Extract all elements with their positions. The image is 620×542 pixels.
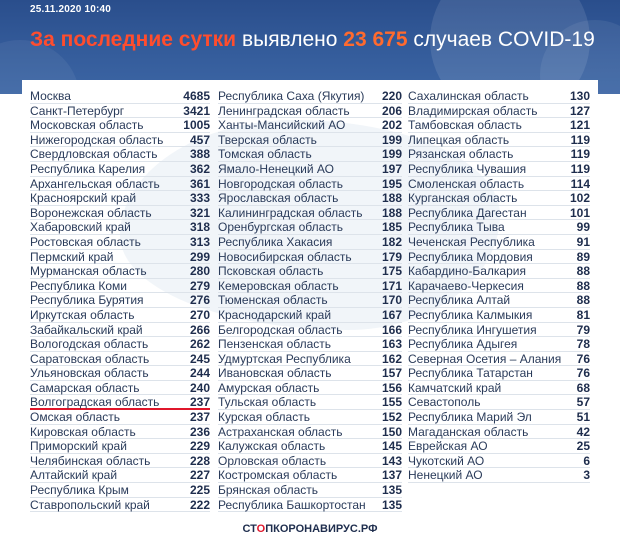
region-cases: 229 — [189, 439, 210, 454]
region-cases: 51 — [576, 410, 590, 425]
region-name: Республика Мордовия — [408, 249, 533, 264]
region-cases: 170 — [381, 293, 402, 308]
region-name: Москва — [30, 89, 71, 103]
region-name: Свердловская область — [30, 147, 158, 162]
region-name: Республика Татарстан — [408, 366, 533, 381]
region-cases: 81 — [576, 307, 590, 322]
region-row — [408, 89, 590, 104]
region-name: Краснодарский край — [218, 307, 332, 322]
region-row — [218, 104, 402, 119]
region-name: Воронежская область — [30, 205, 152, 220]
region-name: Республика Коми — [30, 278, 127, 293]
headline-number: 23 675 — [343, 28, 408, 51]
region-cases: 362 — [189, 161, 210, 176]
region-name: Ленинградская область — [218, 103, 350, 118]
region-name: Ханты-Мансийский АО — [218, 118, 346, 133]
region-row — [30, 118, 210, 133]
region-cases: 188 — [381, 191, 402, 206]
region-name: Вологодская область — [30, 337, 149, 352]
region-row — [30, 250, 210, 265]
region-cases: 3 — [583, 468, 590, 483]
region-row — [408, 118, 590, 133]
region-name: Севастополь — [408, 395, 481, 410]
region-row — [218, 498, 402, 513]
region-name: Чеченская Республика — [408, 234, 535, 249]
region-name: Республика Адыгея — [408, 337, 518, 352]
region-name: Камчатский край — [408, 380, 502, 395]
region-cases: 79 — [576, 322, 590, 337]
region-name: Забайкальский край — [30, 322, 143, 337]
region-row — [30, 293, 210, 308]
region-row — [30, 425, 210, 440]
region-name: Хабаровский край — [30, 220, 131, 235]
region-name: Курская область — [218, 410, 310, 425]
region-row — [30, 147, 210, 162]
region-cases: 91 — [576, 234, 590, 249]
region-row — [218, 308, 402, 323]
region-row — [30, 410, 210, 425]
region-row — [218, 483, 402, 498]
region-column-3 — [408, 89, 590, 483]
region-cases: 171 — [381, 278, 402, 293]
region-row — [408, 191, 590, 206]
region-cases: 119 — [570, 132, 590, 147]
region-row — [30, 439, 210, 454]
region-cases: 119 — [570, 161, 590, 176]
region-cases: 244 — [189, 366, 210, 381]
region-name: Кемеровская область — [218, 278, 339, 293]
region-cases: 88 — [576, 293, 590, 308]
region-row — [30, 366, 210, 381]
region-row — [30, 395, 210, 410]
region-name: Ивановская область — [218, 366, 332, 381]
region-row — [218, 381, 402, 396]
region-row — [408, 395, 590, 410]
region-row — [408, 104, 590, 119]
region-cases: 135 — [381, 483, 402, 498]
region-cases: 245 — [189, 351, 210, 366]
region-cases: 388 — [189, 147, 210, 162]
region-name: Оренбургская область — [218, 220, 344, 235]
region-cases: 101 — [569, 205, 590, 220]
region-cases: 163 — [381, 337, 402, 352]
region-name: Кабардино-Балкария — [408, 264, 526, 279]
region-name: Калужская область — [218, 439, 326, 454]
region-name: Омская область — [30, 410, 121, 425]
region-name: Смоленская область — [408, 176, 525, 191]
region-name: Удмуртская Республика — [218, 351, 351, 366]
region-name: Республика Карелия — [30, 161, 146, 176]
region-cases: 88 — [576, 278, 590, 293]
region-row — [218, 323, 402, 338]
region-row — [408, 293, 590, 308]
region-name: Республика Крым — [30, 483, 129, 498]
region-row — [218, 250, 402, 265]
region-row — [408, 206, 590, 221]
region-row — [218, 89, 402, 104]
region-cases: 76 — [576, 351, 590, 366]
region-cases: 150 — [381, 424, 402, 439]
region-cases: 166 — [381, 322, 402, 337]
region-name: Архангельская область — [30, 176, 160, 191]
region-cases: 222 — [189, 497, 210, 512]
region-cases: 313 — [189, 234, 210, 249]
region-name: Томская область — [218, 147, 312, 162]
region-row — [218, 410, 402, 425]
region-row — [30, 191, 210, 206]
region-name: Республика Бурятия — [30, 293, 144, 308]
region-cases: 130 — [569, 89, 590, 103]
region-row — [408, 220, 590, 235]
region-cases: 195 — [381, 176, 402, 191]
region-row — [408, 235, 590, 250]
region-row — [218, 220, 402, 235]
headline-mid: выявлено — [241, 28, 338, 51]
region-name: Тюменская область — [218, 293, 328, 308]
region-row — [218, 147, 402, 162]
region-cases: 157 — [381, 366, 402, 381]
region-row — [408, 352, 590, 367]
region-row — [218, 425, 402, 440]
region-row — [408, 250, 590, 265]
region-cases: 102 — [569, 191, 590, 206]
region-cases: 137 — [381, 468, 402, 483]
region-row — [408, 366, 590, 381]
region-row — [408, 133, 590, 148]
region-row — [408, 162, 590, 177]
region-row — [408, 454, 590, 469]
region-cases: 162 — [381, 351, 402, 366]
region-cases: 152 — [381, 410, 402, 425]
region-name: Иркутская область — [30, 307, 135, 322]
region-row — [30, 264, 210, 279]
region-row — [30, 498, 210, 513]
region-name: Мурманская область — [30, 264, 147, 279]
region-cases: 156 — [381, 380, 402, 395]
region-row — [30, 352, 210, 367]
region-row — [408, 439, 590, 454]
region-name: Ямало-Ненецкий АО — [218, 161, 334, 176]
region-cases: 266 — [189, 322, 210, 337]
region-row — [218, 352, 402, 367]
region-name: Санкт-Петербург — [30, 103, 125, 118]
region-name: Северная Осетия – Алания — [408, 351, 562, 366]
region-row — [30, 381, 210, 396]
region-row — [30, 206, 210, 221]
region-row — [408, 381, 590, 396]
region-name: Еврейская АО — [408, 439, 488, 454]
region-row — [408, 410, 590, 425]
region-name: Пермский край — [30, 249, 114, 264]
region-row — [408, 308, 590, 323]
region-name: Ставропольский край — [30, 497, 150, 512]
region-name: Калининградская область — [218, 205, 363, 220]
region-cases: 4685 — [183, 89, 210, 103]
region-cases: 457 — [189, 132, 210, 147]
region-cases: 237 — [189, 410, 210, 425]
region-row — [30, 483, 210, 498]
region-name: Амурская область — [218, 380, 320, 395]
region-name: Республика Хакасия — [218, 234, 333, 249]
region-name: Нижегородская область — [30, 132, 164, 147]
region-cases: 89 — [576, 249, 590, 264]
region-name: Ульяновская область — [30, 366, 149, 381]
region-cases: 127 — [569, 103, 590, 118]
region-name: Ненецкий АО — [408, 468, 483, 483]
region-cases: 78 — [576, 337, 590, 352]
region-name: Карачаево-Черкесия — [408, 278, 524, 293]
region-row — [30, 235, 210, 250]
region-name: Тверская область — [218, 132, 317, 147]
region-name: Республика Саха (Якутия) — [218, 89, 365, 103]
region-row — [30, 220, 210, 235]
region-cases: 1005 — [183, 118, 210, 133]
region-cases: 68 — [576, 380, 590, 395]
region-column-2 — [218, 89, 402, 512]
region-row — [30, 468, 210, 483]
region-cases: 155 — [381, 395, 402, 410]
region-cases: 179 — [381, 249, 402, 264]
region-name: Магаданская область — [408, 424, 529, 439]
region-row — [30, 308, 210, 323]
region-row — [30, 323, 210, 338]
region-row — [408, 147, 590, 162]
region-name: Псковская область — [218, 264, 324, 279]
region-name: Ярославская область — [218, 191, 339, 206]
footer-brand — [0, 516, 620, 542]
region-cases: 270 — [189, 307, 210, 322]
region-cases: 228 — [189, 453, 210, 468]
region-cases: 361 — [189, 176, 210, 191]
region-row — [30, 454, 210, 469]
region-cases: 299 — [189, 249, 210, 264]
region-row — [30, 337, 210, 352]
region-row — [408, 468, 590, 483]
region-name: Ростовская область — [30, 234, 141, 249]
region-cases: 188 — [381, 205, 402, 220]
region-row — [218, 177, 402, 192]
region-row — [408, 337, 590, 352]
region-name: Республика Алтай — [408, 293, 511, 308]
region-column-1 — [30, 89, 210, 512]
region-row — [218, 191, 402, 206]
region-name: Тамбовская область — [408, 118, 522, 133]
region-row — [218, 337, 402, 352]
region-name: Республика Башкортостан — [218, 497, 366, 512]
region-name: Республика Тыва — [408, 220, 505, 235]
region-cases: 197 — [381, 161, 402, 176]
region-row — [218, 279, 402, 294]
region-cases: 25 — [576, 439, 590, 454]
region-row — [408, 425, 590, 440]
region-cases: 225 — [189, 483, 210, 498]
region-cases: 199 — [381, 132, 402, 147]
region-cases: 76 — [576, 366, 590, 381]
region-cases: 206 — [381, 103, 402, 118]
region-cases: 119 — [570, 147, 590, 162]
region-name: Тульская область — [218, 395, 317, 410]
region-cases: 279 — [189, 278, 210, 293]
region-row — [30, 133, 210, 148]
region-name: Красноярский край — [30, 191, 137, 206]
region-name: Чукотский АО — [408, 453, 485, 468]
headline-tail: случаев COVID-19 — [413, 28, 595, 51]
region-cases: 3421 — [183, 103, 210, 118]
region-name: Курганская область — [408, 191, 518, 206]
region-name: Самарская область — [30, 380, 140, 395]
region-cases: 167 — [381, 307, 402, 322]
brand-prefix: СТ — [242, 523, 257, 535]
region-cases: 237 — [189, 395, 210, 410]
region-name: Республика Дагестан — [408, 205, 527, 220]
region-cases: 121 — [569, 118, 590, 133]
region-row — [218, 235, 402, 250]
region-cases: 262 — [189, 337, 210, 352]
region-row — [218, 366, 402, 381]
region-cases: 42 — [576, 424, 590, 439]
brand-suffix: ПКОРОНАВИРУС.РФ — [265, 523, 378, 535]
region-row — [218, 162, 402, 177]
region-cases: 333 — [189, 191, 210, 206]
region-name: Владимирская область — [408, 103, 538, 118]
region-name: Рязанская область — [408, 147, 514, 162]
region-name: Республика Ингушетия — [408, 322, 537, 337]
region-row — [408, 323, 590, 338]
region-cases: 88 — [576, 264, 590, 279]
region-cases: 280 — [189, 264, 210, 279]
region-name: Новгородская область — [218, 176, 344, 191]
region-row — [218, 133, 402, 148]
region-name: Новосибирская область — [218, 249, 352, 264]
region-name: Волгоградская область — [30, 395, 160, 410]
region-name: Астраханская область — [218, 424, 343, 439]
region-cases: 240 — [189, 380, 210, 395]
region-name: Московская область — [30, 118, 144, 133]
region-cases: 202 — [381, 118, 402, 133]
region-row — [30, 104, 210, 119]
region-row — [218, 118, 402, 133]
region-row — [218, 264, 402, 279]
region-name: Приморский край — [30, 439, 127, 454]
region-cases: 6 — [583, 453, 590, 468]
region-cases: 143 — [381, 453, 402, 468]
region-name: Челябинская область — [30, 453, 151, 468]
region-cases: 182 — [381, 234, 402, 249]
region-row — [30, 89, 210, 104]
region-name: Пензенская область — [218, 337, 332, 352]
region-cases: 145 — [381, 439, 402, 454]
region-row — [30, 279, 210, 294]
region-cases: 321 — [189, 205, 210, 220]
region-name: Костромская область — [218, 468, 338, 483]
region-name: Кировская область — [30, 424, 136, 439]
region-row — [218, 206, 402, 221]
region-row — [30, 177, 210, 192]
region-name: Республика Калмыкия — [408, 307, 533, 322]
headline — [30, 28, 595, 52]
region-row — [218, 395, 402, 410]
region-cases: 114 — [570, 176, 590, 191]
region-name: Липецкая область — [408, 132, 510, 147]
region-row — [408, 264, 590, 279]
region-cases: 227 — [189, 468, 210, 483]
region-name: Алтайский край — [30, 468, 118, 483]
region-cases: 199 — [381, 147, 402, 162]
region-name: Брянская область — [218, 483, 318, 498]
region-cases: 135 — [381, 497, 402, 512]
region-cases: 175 — [381, 264, 402, 279]
region-row — [218, 293, 402, 308]
region-name: Республика Чувашия — [408, 161, 527, 176]
region-cases: 236 — [189, 424, 210, 439]
region-row — [218, 454, 402, 469]
headline-accent: За последние сутки — [30, 28, 237, 51]
region-row — [408, 279, 590, 294]
region-cases: 318 — [189, 220, 210, 235]
region-name: Орловская область — [218, 453, 327, 468]
region-row — [408, 177, 590, 192]
region-cases: 57 — [576, 395, 590, 410]
region-cases: 220 — [381, 89, 402, 103]
report-date: 25.11.2020 10:40 — [30, 4, 112, 15]
region-cases: 276 — [189, 293, 210, 308]
region-row — [218, 439, 402, 454]
region-name: Саратовская область — [30, 351, 150, 366]
region-row — [218, 468, 402, 483]
region-row — [30, 162, 210, 177]
region-name: Сахалинская область — [408, 89, 529, 103]
region-cases: 99 — [576, 220, 590, 235]
region-name: Белгородская область — [218, 322, 343, 337]
brand-mark: О — [256, 523, 266, 535]
region-cases: 185 — [381, 220, 402, 235]
region-name: Республика Марий Эл — [408, 410, 532, 425]
